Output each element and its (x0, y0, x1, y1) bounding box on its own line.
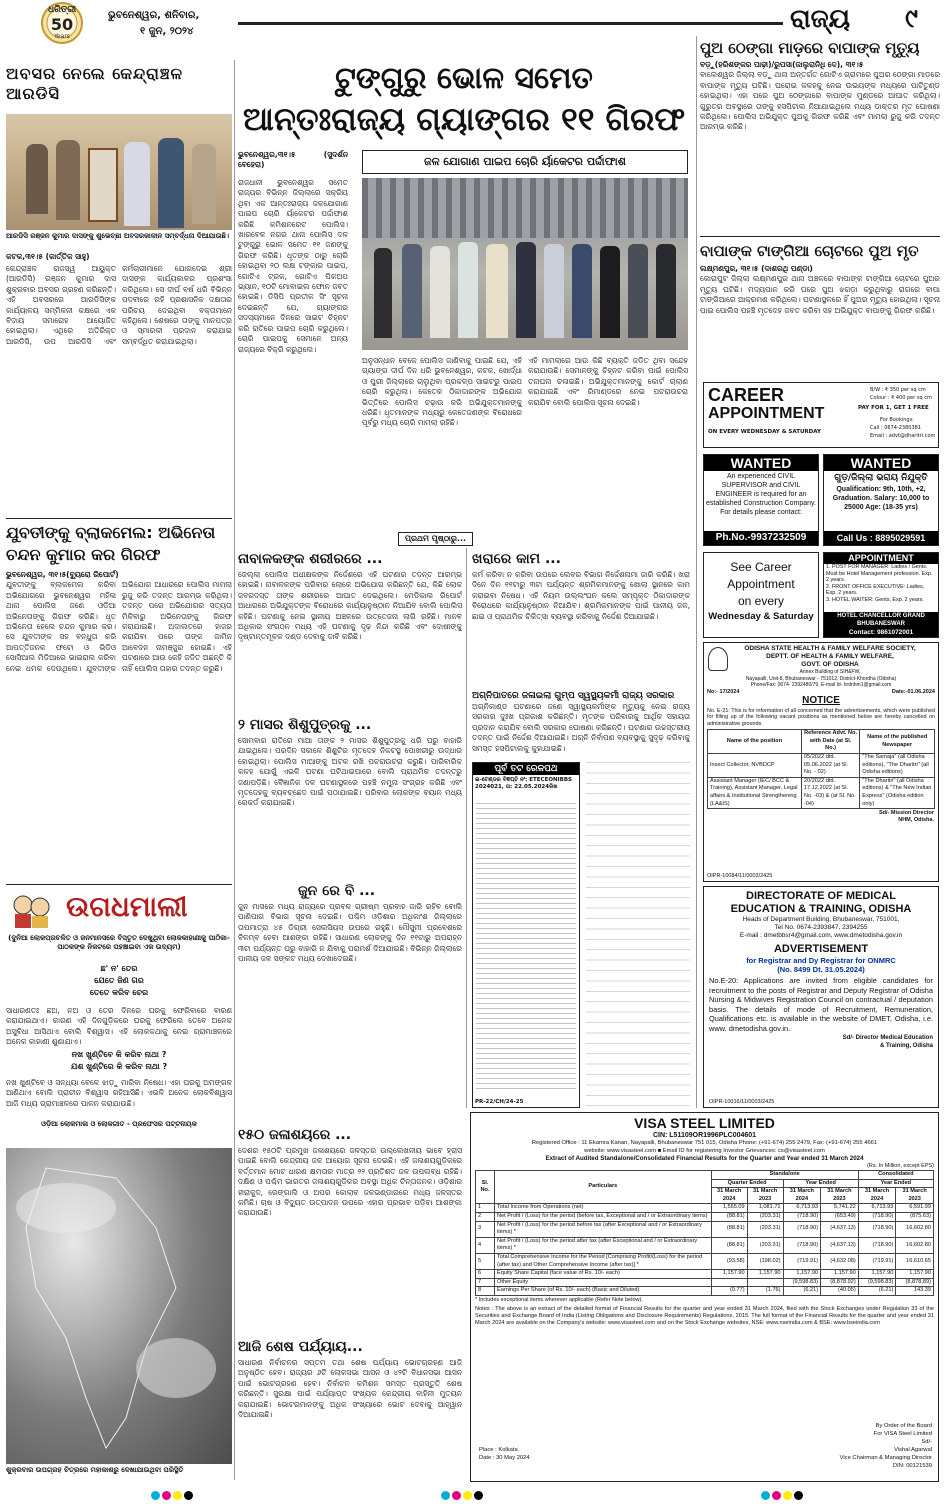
ad-see-career-2: Appointment (727, 577, 795, 591)
visa-cell-value: (6.21) (783, 1287, 821, 1296)
story-gang-body-1: ରାଜଧାନୀ ଭୁବନେଶ୍ୱର ସମେତ ରାଜ୍ୟର ବିଭିନ୍ନ ଜିଲ୍ଲାରେ ସକ୍ରିୟ ଥିବା ଏକ ଆନ୍ତଃରାଜ୍ୟ ଜଳଯୋଗାଣ ପାଇପ ଚୋରି ର୍ୟାକେଟର ପର୍ଦ୍ଦାଫାଶ କରିଛି କମିଶନରେଟ ପୋଲିସ। ଖାରବେଳ ନଗର ଥାନା ପୋଲିସ ଦଳ ଟୁଙ୍ଗୁରୁ ଭୋଳ ସମେତ ୧୧ ଜଣଙ୍କୁ ଗିରଫ କରିଛି। ଧୃତଙ୍କ ଠାରୁ ଚୋରି ହୋଇଥିବା ୨୦ ଲକ୍ଷ ଟଙ୍କାର ପାଇପ, ଗୋଟିଏ ଟ୍ରକ, ଗୋଟିଏ ପିକଅପ ଭ୍ୟାନ, ୧୦ଟି ମୋବାଇଲ ଫୋନ ଜବତ ହୋଇଛି। ଡିସିପି ପ୍ରତୀକ ସିଂ ସୂଚନା ଦେଇଛନ୍ତି ଯେ, ଗ୍ୟାଙ୍ଗର ସଦସ୍ୟମାନେ ଦିନରେ ସାଇଟ ଚିହ୍ନଟ କରି ରାତିରେ ପାଇପ ଚୋରି କରୁଥିଲେ। ଚୋରି ପାଇପକୁ ସେମାନେ ଅନ୍ୟ ରାଜ୍ୟରେ ବିକ୍ରି କରୁଥିଲେ। (238, 178, 348, 354)
visa-cell-value: (718.90) (783, 1237, 821, 1253)
table-row (476, 1204, 934, 1213)
ad-career-offer: PAY FOR 1, GET 1 FREE (858, 405, 929, 411)
ad-see-career-4: Wednesday & Saturday (708, 611, 814, 622)
story-gang-headline-1: ଟୁଙ୍ଗୁରୁ ଭୋଳ ସମେତ (335, 61, 593, 96)
visa-th-date: 31 March 2023 (821, 1188, 859, 1204)
visa-cell-value: (4,637.13) (821, 1237, 859, 1253)
story-father (700, 36, 940, 236)
dme-notice (703, 886, 939, 1108)
table-row (476, 1221, 934, 1237)
dme-email: E-mail : dmetbbsr4@gmail.com, www.dmetodisha.gov.in (739, 932, 903, 939)
divider (6, 884, 232, 885)
story-actor-headline-1: ଯୁବତୀଙ୍କୁ ବ୍ଲାକମେଲ: ଅଭିନେତା (6, 523, 216, 542)
page-number: ୯ (905, 4, 918, 34)
ad-career-big: CAREER (708, 385, 785, 405)
visa-cell-value: (8,878.92) (821, 1278, 859, 1287)
dme-adv: ADVERTISEMENT (773, 943, 869, 955)
visa-cell-value: (875.63) (896, 1212, 934, 1221)
visa-cell-value: (9,598.83) (783, 1278, 821, 1287)
dateline-city: ଭୁବନେଶ୍ୱର, ଶନିବାର, (108, 10, 200, 21)
visa-cell-value: 16,602.80 (896, 1221, 934, 1237)
table-row (708, 754, 935, 778)
visa-cell-sl: 3 (476, 1221, 495, 1237)
ad-wanted2-body: Qualification: 9th, 10th, +2, Graduation. Salary: 10,000 to 25000 Age: (18-35 yrs) (832, 486, 930, 511)
visa-place: Place : Kolkata (479, 1447, 518, 1453)
visa-cell-value: (653.49) (821, 1212, 859, 1221)
story-father-dateline: ବଡ଼ୁ(ହରିଶଙ୍କର ପାଢ଼ୀ)/ରୁପସା(ଜାଲୁରାନିଧି ଦେ), ୩୧।୫ (700, 60, 864, 69)
tender-box (472, 762, 580, 1108)
registration-marks (0, 1484, 945, 1496)
ugadhamali-mascot (10, 892, 52, 930)
visa-cell-value: 1,565.09 (711, 1204, 747, 1213)
story-gang-subhead: ଜଳ ଯୋଗାଣ ପାଇପ ଚୋରି ର୍ୟାକେଟର ପର୍ଦ୍ଦାଫାଶ (362, 150, 688, 174)
story-retire-photo (6, 114, 232, 230)
visa-th-qe: Quarter Ended (711, 1179, 783, 1188)
ad-appointment-hotel (823, 552, 939, 638)
osh-org6: Phone/Fax: 0674- 2392480/79, E-mail Id- hrdnhm1@gmail.com (750, 682, 892, 688)
story-gang-photo (362, 178, 688, 350)
tender-side-text (586, 762, 690, 1108)
visa-notes: Notes : The above is an extract of the detailed format of Financial Results for the quarter and year ended 31 March 2024, filed with the Stock Exchanges under Regulation 33 of the Securities and Exchange Board of India (Listing Obligations and Disclosure Requirements) Regulations, 2015. The full format of the Financial Results for the quarter and year ended 31 March 2024 are available on the Company's website: www.visasteel.com and on the Stock Exchange websites, NSE: www.nseindia.com & BSE: www.bseindia.com (475, 1305, 934, 1326)
visa-regd: Registered Office : 11 Ekamra Kanan, Nayapalli, Bhubaneswar 751 015, Odisha Phone: (+91-674) 255 2479, Fax: (+91-674) 255 4661 (531, 1140, 878, 1146)
osh-cell: 05/2022 dtd. 05.06.2022 (at Sl. No. - 02) (801, 754, 859, 778)
dme-sign2: & Training, Odisha (879, 1042, 933, 1049)
visa-cell-value: (0.77) (711, 1287, 747, 1296)
story-minor-headline: ନାବାଳକଙ୍କ ଶରୀରରେ ... (238, 551, 383, 567)
visa-cell-value: (719.91) (783, 1253, 821, 1269)
story-retire-dateline: କଟକ,୩୧।୫ (କାର୍ତ୍ତିକ ସାହୁ) (6, 252, 90, 261)
visa-cell-value: (718.90) (858, 1212, 896, 1221)
visa-cell-value: 1,081.71 (747, 1204, 783, 1213)
visa-th-date: 31 March 2024 (858, 1188, 896, 1204)
table-row (476, 1237, 934, 1253)
osh-org5: Nayapalli, Unit-8, Bhubaneswar - 751012, District-Khordha (Odisha) (745, 675, 897, 682)
visa-cell-value: (9,598.83) (858, 1278, 896, 1287)
story-retire (6, 64, 232, 514)
visa-cell-particular: Net Profit / (Loss) for the period (before tax, Exceptional and / or Extraordinary items) (495, 1212, 712, 1221)
osh-th: Name of the position (708, 730, 802, 754)
ad-appt-contact: Contact: 9861072001 (848, 629, 914, 636)
story-actor (6, 522, 232, 852)
visa-th-sl: Sl. No. (476, 1171, 495, 1204)
visa-cell-value: (4,637.13) (821, 1221, 859, 1237)
ad-wanted1-body: An experienced CIVIL SUPERVISOR and CIVIL ENGINEER is required for an established Construction Company. For details please contact: (706, 473, 816, 516)
column-rule (696, 36, 697, 1108)
tender-footer: PR-22/CH/24-25 (475, 1099, 524, 1105)
story-final (238, 1336, 462, 1476)
ad-career-big2: APPOINTMENT (708, 405, 825, 422)
visa-cell-sl: 7 (476, 1278, 495, 1287)
visa-cell-value: (4,632.08) (821, 1253, 859, 1269)
visa-cell-particular: Total Income from Operations (net) (495, 1204, 712, 1213)
osh-table (707, 729, 935, 809)
table-row (476, 1278, 934, 1287)
visa-cell-value: 16,610.65 (896, 1253, 934, 1269)
visa-cell-value (711, 1278, 747, 1287)
visa-cell-value: 1,157.90 (711, 1270, 747, 1279)
osh-oipr: OIPR-10084/11/0003/2425 (707, 873, 773, 879)
ad-appt-city: BHUBANESWAR (857, 621, 905, 627)
tender-fill (476, 803, 576, 1093)
visa-th-ye: Year Ended (783, 1179, 858, 1188)
visa-cell-value: 1,157.90 (821, 1270, 859, 1279)
visa-th-consolidated: Consolidated (858, 1171, 933, 1180)
visa-cell-value (747, 1278, 783, 1287)
osh-org2: DEPTT. OF HEALTH & FAMILY WELFARE, (766, 653, 894, 660)
emblem-icon (708, 647, 728, 671)
table-row (476, 1270, 934, 1279)
story-minor-body: ଜେଲ୍ଲା ପୋଲିସ ଅଧୀକ୍ଷକଙ୍କ ନିର୍ଦ୍ଦେଶରେ ଏହି ଘଟଣାର ତଦନ୍ତ ଆରମ୍ଭ ହୋଇଛି। ନାବାଳକଙ୍କ ପରିବାର ଲୋକେ ଅଭିଯୋଗ କରିଛନ୍ତି ଯେ, କିଛି ଲୋକ ଜବରଦସ୍ତ ତାଙ୍କ ଶରୀରରେ ଆଘାତ ଦେଇଥିଲେ। ମେଡିକାଲ ରିପୋର୍ଟ ଆଧାରରେ ଅଭିଯୁକ୍ତଙ୍କ ବିରୋଧରେ କାର୍ଯ୍ୟାନୁଷ୍ଠାନ ନିଆଯିବ ବୋଲି ପୋଲିସ କହିଛି। ଘଟଣାକୁ ନେଇ ସ୍ଥାନୀୟ ଅଞ୍ଚଳରେ ଉତ୍ତେଜନା ଲାଗି ରହିଛି। ମାନବ ଅଧିକାର ସଂଗଠନ ମଧ୍ୟ ଏହି ଘଟଣାକୁ ଦୃଢ଼ ନିନ୍ଦା କରିଛି ଏବଂ ଦୋଷୀଙ୍କୁ ଦୃଷ୍ଟାନ୍ତମୂଳକ ଦଣ୍ଡ ଦେବାକୁ ଦାବି କରିଛି। (238, 570, 462, 642)
story-son-body: କୋରାପୁଟ ଜିଲ୍ଲା ଲକ୍ଷ୍ମଣପୁର ଥାନା ଅଞ୍ଚଳରେ ବାପାଙ୍କ ଟାଙ୍ଗିଆ ଚୋଟରେ ପୁଅର ମୃତ୍ୟୁ ଘଟିଛି। ମଦ୍ୟପାନ କରି ଘରେ ପୁଅ ଝଗଡ଼ା କରୁଥିବାରୁ ରାଗରେ ବାପା ଟାଙ୍ଗିଆରେ ଆକ୍ରମଣ କରିଥିଲେ। ଘଟଣାସ୍ଥଳରେ ହିଁ ପୁଅର ମୃତ୍ୟୁ ହୋଇଥିଲା। ସୂଚନା ପାଇ ପୋଲିସ ପହଞ୍ଚି ମୃତଦେହ ଜବତ କରିବା ସହ ଅଭିଯୁକ୍ତ ବାପାଙ୍କୁ ଗିରଫ କରିଛି। (700, 274, 940, 315)
story-actor-headline-2: ଚନ୍ଦନ କୁମାର କର ଗିରଫ (6, 545, 161, 564)
visa-th-particulars: Particulars (495, 1171, 712, 1204)
dme-body: No.E-20: Applications are invited from eligible candidates for recruitment to the posts of Registrar and Deputy Registrar of Odisha Nursing & Midwives Registration Council on contractual / deputation basis. The details of mode of Recruitment, Remuneration, Qualifications etc. is available in the website of DMET, Odisha, i.e. www. dmetodisha.gov.in. (709, 976, 933, 1033)
dme-no: (No. 8499 Dt. 31.05.2024) (777, 965, 865, 974)
osh-cell: "The Dharitri" (all Odisha editions) & "The New Indian Express" (Odisha edition only) (860, 777, 935, 808)
visa-cell-sl: 2 (476, 1212, 495, 1221)
column-rule (466, 548, 467, 1108)
table-row (476, 1212, 934, 1221)
visa-cell-particular: Net Profit / (Loss) for the period before tax (after Exceptional and / or Extraordinary items) * (495, 1221, 712, 1237)
ad-career-appointment (703, 382, 939, 448)
section-title: ରାଜ୍ୟ (790, 4, 851, 34)
visa-name: Vishal Agarwal (894, 1447, 932, 1453)
visa-cell-value: (88.81) (711, 1212, 747, 1221)
ad-wanted1-phone: Ph.No.-9937232509 (704, 531, 818, 545)
visa-cell-value: (203.31) (747, 1221, 783, 1237)
visa-th-date: 31 March 2024 (711, 1188, 747, 1204)
story-son-headline: ବାପାଙ୍କ ଟାଙ୍ଗିଆ ଚୋଟରେ ପୁଅ ମୃତ (700, 242, 919, 260)
visa-sd: Sd/- (921, 1439, 932, 1445)
visa-steel-results (470, 1112, 939, 1482)
visa-cell-value: (93.58) (711, 1253, 747, 1269)
visa-cell-sl: 6 (476, 1270, 495, 1279)
osh-th: Name of the published Newspaper (860, 730, 935, 754)
story-work-headline: ଖରାରେ କାମ ... (472, 551, 561, 567)
visa-cell-value: (40.05) (821, 1287, 859, 1296)
visa-cell-particular: Other Equity (495, 1278, 712, 1287)
visa-cell-sl: 4 (476, 1237, 495, 1253)
ad-wanted2-phone: Call Us : 8895029591 (824, 531, 938, 545)
visa-th-date: 31 March 2023 (747, 1188, 783, 1204)
story-final-body: ସାଧାରଣ ନିର୍ବାଚନର ସପ୍ତମ ତଥା ଶେଷ ପର୍ଯ୍ୟାୟ ଭୋଟଗ୍ରହଣ ଆଜି ଅନୁଷ୍ଠିତ ହେବ। ରାଜ୍ୟର ୬ଟି ଲୋକସଭା ଆସନ ଓ ୪୨ଟି ବିଧାନସଭା ଆସନ ପାଇଁ ଭୋଟଗ୍ରହଣ ହେବ। ନିର୍ବାଚନ କମିଶନ ସମସ୍ତ ପ୍ରସ୍ତୁତି ଶେଷ କରିଛନ୍ତି। ସୁରକ୍ଷା ପାଇଁ ପର୍ଯ୍ୟାପ୍ତ ସଂଖ୍ୟକ କେନ୍ଦ୍ରୀୟ ବାହିନୀ ମୁତୟନ କରାଯାଇଛି। ଭୋଟରମାନଙ୍କୁ ଅଧିକ ସଂଖ୍ୟାରେ ଭୋଟ ଦେବାକୁ ଆହ୍ୱାନ ଦିଆଯାଇଛି। (238, 1358, 462, 1420)
ad-career-rate1: B/W : ₹ 350 per sq cm (870, 387, 926, 393)
story-retire-caption: ଆରଡିସି ରଞ୍ଜନ କୁମାର ଦାସଙ୍କୁ ଶୁଭେଚ୍ଛା ଅବସରକାଳୀନ ସମ୍ବର୍ଦ୍ଧନା ଦିଆଯାଉଛି। (6, 232, 230, 240)
visa-cell-value: (6.21) (858, 1287, 896, 1296)
satellite-caption: ଶୁକ୍ରବାର ଉପଗ୍ରହ ଚିତ୍ରରେ ମହାକାଶରୁ ଦେଖାଯାଉଥିବା ପରିସ୍ଥିତି (6, 1466, 184, 1474)
visa-cell-value: (198.02) (747, 1253, 783, 1269)
logo (28, 2, 96, 44)
ad-appt-1: 1. POST FOR MANAGER: Ladies / Gents. Must be Hotel Management profession. Exp. 2 years. (826, 564, 933, 584)
visa-order: By Order of the Board (875, 1423, 932, 1429)
logo-years-label: Years (54, 33, 70, 40)
tender-ref: ଇ-ଟେଣ୍ଡର ବିଜ୍ଞପ୍ତି ନଂ: ETECEONIBBS 2024021, ତା: 22.05.2024ରିଖ (475, 777, 573, 790)
story-gang-body-3: ଏହି ମାମଲାରେ ଆଉ କିଛି ବ୍ୟକ୍ତି ଜଡିତ ଥିବା ସନ୍ଦେହ କରାଯାଉଛି। ସେମାନଙ୍କୁ ଚିହ୍ନଟ କରିବା ପାଇଁ ପୋଲିସ ତନାଘନା ଚଳାଇଛି। ଅଭିଯୁକ୍ତମାନଙ୍କୁ କୋର୍ଟ ଚାଲାଣ କରାଯାଇଛି ଏବଂ ରିମାଣ୍ଡରେ ନେଇ ପଚରାଉଚରା କରାଯିବ ବୋଲି ପୋଲିସ ସୂଚନା ଦେଇଛି। (528, 356, 688, 407)
ad-wanted2-sub: ଗୁଡ଼/ଜିଲ୍ଲା ଭରାୟ ନିଯୁକ୍ତି (834, 473, 928, 483)
visa-cell-value: 6,713.93 (783, 1204, 821, 1213)
visa-cell-value: 1,157.90 (747, 1270, 783, 1279)
story-gang-dateline: ଭୁବନେଶ୍ୱର,୩୧।୫ (ସୁଦର୍ଶନ ବେହେରା) (238, 150, 348, 170)
ugadhamali-q2: ଯଶ ଖୁଣ୍ଟିରେ କି କରିବ ନାଥା ? (70, 1062, 168, 1071)
first-page-tag: ପ୍ରଥମ ପୃଷ୍ଠାରୁ... (398, 532, 473, 546)
ad-career-phone: Call : 0674-2380381 (870, 425, 921, 431)
ugadhamali-q1: ନଖ ଖୁଣ୍ଟିବେ କି କରିବ ନାଥା ? (71, 1050, 167, 1059)
story-actor-dateline: ଭୁବନେଶ୍ୱର, ୩୧।୫(ବ୍ୟୁରୋ ରିପୋର୍ଟ) (6, 570, 119, 579)
story-work-body: କର୍ମ କରିବା ନ କରିବା ଉପରେ ଲେବର ବିଭାଗ ନିର୍ଦ୍ଦେଶନାମା ଜାରି କରିଛି। ଖରା ଦିନେ ଦିନ ୧୧ଟାରୁ ୩ଟା ପର୍ଯ୍ୟନ୍ତ ଶ୍ରମିକମାନଙ୍କୁ ଖୋଲା ସ୍ଥାନରେ କାମ କରାଇବା ନିଷେଧ। ଏହି ନିୟମ ଉଲ୍ଲଂଘନ କଲେ ସମ୍ପୃକ୍ତ ଠିକାଦାରଙ୍କ ବିରୋଧରେ କାର୍ଯ୍ୟାନୁଷ୍ଠାନ ନିଆଯିବ। ଶ୍ରମିକମାନଙ୍କ ପାଇଁ ପାନୀୟ ଜଳ, ଛାଇ ଓ ପ୍ରାଥମିକ ଚିକିତ୍ସା ବ୍ୟବସ୍ଥା କରିବାକୁ ନିର୍ଦ୍ଦେଶ ଦିଆଯାଇଛି। (472, 570, 690, 621)
visa-th-date: 31 March 2024 (783, 1188, 821, 1204)
ad-career-rate2: Colour : ₹ 400 per sq cm (870, 395, 932, 401)
visa-cell-value: (718.90) (858, 1237, 896, 1253)
story-work (472, 548, 690, 688)
visa-title: VISA STEEL LIMITED (634, 1115, 775, 1131)
divider (700, 236, 940, 237)
ugadhamali-rhyme-1: ଛ' ନ' ତେର (100, 964, 138, 973)
visa-unit: (Rs. In Million, except EPS) (867, 1163, 934, 1169)
story-retire-headline: ଅବସର ନେଲେ କେନ୍ଦ୍ରାଞ୍ଚଳ ଆରଡିସି (6, 64, 184, 103)
story-actor-body: ଯୁବତୀଙ୍କୁ ବ୍ଲାକମେଲ କରିବା ଅଭିଯୋଗରେ ଭୁବନେଶ୍ୱର ମହିଳା ଥାନା ପୋଲିସ ଜଣେ ଓଡ଼ିଆ ଅଭିନେତାଙ୍କୁ ଗିରଫ କରିଛି। ଧୃତ ଅଭିନେତା ହେଲେ ଚନ୍ଦନ କୁମାର କର। ସେ ଯୁବତୀଙ୍କ ସହ ବନ୍ଧୁତା କରି ଆପତ୍ତିଜନକ ଫଟୋ ଓ ଭିଡିଓ ସୋସିଆଲ ମିଡିଆରେ ଭାଇରାଲ କରିବା ନେଇ ଧମକ ଦେଉଥିଲେ। ଯୁବତୀଙ୍କ ଅଭିଯୋଗ ଆଧାରରେ ପୋଲିସ ମାମଲା ରୁଜୁ କରି ତଦନ୍ତ ଆରମ୍ଭ କରିଥିଲା। ତଦନ୍ତ ପରେ ଅଭିଯୋଗର ସତ୍ୟତା ମିଳିବାରୁ ଅଭିନେତାଙ୍କୁ ଗିରଫ କରାଯାଇଛି। ଅଦାଲତରେ ହାଜର କରାଯିବା ପରେ ତାଙ୍କ ଜାମିନ ଆବେଦନ ନାମଞ୍ଜୁର ହୋଇଛି। ଏହି ଘଟଣାରେ ଆଉ କେହି ଜଡିତ ଅଛନ୍ତି କି ନାହିଁ ପୋଲିସ ତାହାର ତଦନ୍ତ କରୁଛି। (6, 580, 232, 673)
ad-see-career-1: See Career (730, 560, 792, 574)
visa-cell-value: (203.31) (747, 1212, 783, 1221)
visa-cell-value: 1,157.90 (783, 1270, 821, 1279)
logo-years: 50 (50, 15, 74, 34)
osh-no: No:- 17/2024 (707, 688, 740, 695)
ad-career-email: Email : advt@dharitri.com (870, 433, 936, 439)
story-rain-headline: ଜୁନ ରେ ବି ... (298, 883, 376, 899)
osh-org1: ODISHA STATE HEALTH & FAMILY WELFARE SOCIETY, (744, 645, 916, 652)
ugadhamali-body: ସାଧାରଣତଃ ଛଅ, ନଅ ଓ ତେର ଦିନରେ ଘରକୁ ଫେରିବାରେ ବାରଣ କରାଯାଇଥାଏ। କାରଣ ଏହି ଦିନଗୁଡ଼ିକରେ ଘରକୁ ଫେରିଲେ ତେବେ ଅନେକ ଅସୁବିଧା ଆସିଥାଏ ବୋଲି ବିଶ୍ୱାସ। ଏହି ଲୋକକଥାକୁ ନେଇ ଗ୍ରାମାଞ୍ଚଳରେ ଅନେକ କାହାଣୀ ଶୁଣାଯାଏ। (6, 1006, 232, 1047)
visa-cell-sl: 1 (476, 1204, 495, 1213)
visa-cell-value: (8,878.89) (896, 1278, 934, 1287)
visa-cell-value: 6,713.93 (858, 1204, 896, 1213)
visa-cell-value: (719.91) (858, 1253, 896, 1269)
visa-cell-value: (718.90) (783, 1221, 821, 1237)
story-infant (238, 714, 462, 874)
osh-cell: "The Samaja" (all Odisha editions), "The Dharitri" (all Odisha editions) (860, 754, 935, 778)
dme-title1: DIRECTORATE OF MEDICAL (746, 890, 896, 902)
osh-sign2: NHM, Odisha. (898, 817, 934, 824)
tender-title: ପୂର୍ବ ତଟ ରେଳପଥ (473, 763, 579, 775)
visa-cell-value: (203.31) (747, 1237, 783, 1253)
story-son (700, 238, 940, 378)
ad-appt-title: APPOINTMENT (824, 553, 938, 564)
osh-body: No. E-21: This is for information of all concerned that the advertisements, which were published for filling up of the following vacant positions as mentioned below are hereby cancelled on administrative grounds. (707, 707, 935, 727)
osh-cell: Insect Collector, NVBDCP (708, 754, 802, 778)
ugadhamali-intro: (ଦୁନିଆ ଲୋକପ୍ରଚଳିତ ଓ ଜନମାନସରେ ବିସ୍ତୃତ ଦେଖୁଥିବା ଲୋକକାହାଣୀକୁ ପାଠିକା-ପାଠକଙ୍କ ନିକଟରେ ପହଞ୍ଚାଇବା ଏକ ଉଦ୍ୟମ) (8, 934, 230, 951)
dme-tel: Tel No. 0674-2393847, 2394255 (774, 924, 868, 931)
ad-wanted-engineer (703, 454, 819, 546)
ad-appt-2: 2. FRONT OFFICE EXECUTIVE: Ladies, Exp. 2 years. (826, 583, 925, 597)
ad-wanted1-title: WANTED (704, 455, 818, 471)
masthead-rule (238, 22, 783, 25)
ad-see-career (703, 552, 819, 638)
osh-org4: Annex Building of SIH&FW, (799, 669, 861, 675)
divider (6, 518, 232, 519)
story-son-dateline: ଲକ୍ଷ୍ମଣପୁର, ୩୧।୫ (ଦାଶରଥି ପଣ୍ଡା) (700, 264, 813, 273)
dme-addr: Heads of Department Building, Bhubaneswar, 751001, (742, 916, 900, 923)
visa-cell-particular: Equity Share Capital (face value of Rs. 10/- each) (495, 1270, 712, 1279)
story-retire-body: କେନ୍ଦ୍ରାଞ୍ଚଳ ରାଜସ୍ୱ ଆୟୁକ୍ତ (ଆରଡିସି) ରଞ୍ଜନ କୁମାର ଦାସ ଶୁକ୍ରବାର ଅବସର ଗ୍ରହଣ କରିଛନ୍ତି। ଏହି ଅବସରରେ ଆରଡିସିଙ୍କ କାର୍ଯ୍ୟାଳୟ ସମ୍ମିଳନୀ କକ୍ଷରେ ଏକ ବିଦାୟ ସମାରୋହ ଆୟୋଜିତ ହୋଇଥିଲା। ଏଥିରେ ଅତିରିକ୍ତ ଆରଡିସି, ଉପ ଆରଡିସି ଏବଂ କର୍ମଚାରୀମାନେ ଯୋଗଦେଇ ଶ୍ରୀ ଦାସଙ୍କ କାର୍ଯ୍ୟକାଳର ପ୍ରଶଂସା କରିଥିଲେ। ସେ ଦୀର୍ଘ ବର୍ଷ ଧରି ବିଭିନ୍ନ ପଦବୀରେ ରହି ପ୍ରଶାସନିକ ଦକ୍ଷତାର ପରିଚୟ ଦେଇଥିବା ବକ୍ତାମାନେ କହିଥିଲେ। ଶେଷରେ ତାଙ୍କୁ ମାନପତ୍ର ଓ ସ୍ମାରକୀ ପ୍ରଦାନ କରାଯାଇ ସମ୍ବର୍ଦ୍ଧିତ କରାଯାଇଥିଲା। (6, 264, 232, 346)
visa-cell-particular: Net Profit / (Loss) for the period after tax (after Exceptional and / or Extraordinary items) * (495, 1237, 712, 1253)
osh-org3: GOVT. OF ODISHA (801, 661, 859, 668)
story-gang (238, 60, 690, 530)
osh-sign: Sd/- Mission Director (878, 810, 934, 817)
visa-table (475, 1170, 934, 1296)
dme-sign: Sd/- Director Medical Education (842, 1034, 933, 1041)
visa-cell-particular: Total Comprehensive Income for the Period [Comprising Profit/(Loss) for the period (after tax) and Other Comprehensive Income (after tax)] * (495, 1253, 712, 1269)
ad-wanted-jobs (823, 454, 939, 546)
story-reservoir-body: ଦେଶର ୧୫୦ଟି ପ୍ରମୁଖ ଜଳାଶୟରେ ଜଳସ୍ତର ଉଲ୍ଲେଖନୀୟ ଭାବେ ହ୍ରାସ ପାଇଛି ବୋଲି କେନ୍ଦ୍ରୀୟ ଜଳ ଆୟୋଗ ସୂଚନା ଦେଇଛି। ଏହି ଜଳାଶୟଗୁଡ଼ିକରେ ବର୍ତ୍ତମାନ ମୋଟ ଧାରଣ କ୍ଷମତାର ମାତ୍ର ୨୨ ପ୍ରତିଶତ ଜଳ ଉପଲବ୍ଧ ରହିଛି। ଦକ୍ଷିଣ ଓ ପଶ୍ଚିମ ଭାରତର ଜଳାଶୟଗୁଡ଼ିକର ଅବସ୍ଥା ଅଧିକ ଚିନ୍ତାଜନକ। ଓଡ଼ିଶାର ହୀରାକୁଦ, ରେଙ୍ଗାଲି ଓ ଅପର କୋଲାବ ଜଳଭଣ୍ଡାରରେ ମଧ୍ୟ ଜଳସ୍ତର କମିଛି। ଚାଷ ଓ ବିଦ୍ୟୁତ ଉତ୍ପାଦନ ଉପରେ ଏହାର ପ୍ରଭାବ ପଡ଼ିବା ଆଶଙ୍କା କରାଯାଉଛି। (238, 1146, 462, 1218)
visa-extract: Extract of Audited Standalone/Consolidated Financial Results for the Quarter and Year ended 31 March 2024 (545, 1155, 864, 1162)
ad-wanted2-title: WANTED (824, 455, 938, 471)
story-final-headline: ଆଜି ଶେଷ ପର୍ଯ୍ୟାୟ... (238, 1339, 363, 1355)
dme-for: for Registrar and Dy Registrar for ONMRC (746, 956, 896, 965)
story-father-headline: ପୁଅ ଠେଙ୍ଗା ମାଡ଼ରେ ବାପାଙ୍କ ମୃତ୍ୟୁ (700, 39, 920, 57)
table-row (476, 1253, 934, 1269)
dme-oipr: OIPR-10016/11/0003/2425 (709, 1099, 775, 1105)
ad-appt-3: 3. HOTEL WAITER: Gents, Exp. 2 years. (826, 596, 924, 603)
story-infant-body: ସୋମବାର ରାତିରେ ମାଆ ତାଙ୍କ ୨ ମାସର ଶିଶୁପୁତ୍ରକୁ ଧରି ଘରୁ ବାହାରି ଯାଇଥିଲେ। ପରଦିନ ସକାଳେ ଶିଶୁଟିର ମୃତଦେହ ନିକଟସ୍ଥ ପୋଖରୀରୁ ଉଦ୍ଧାର ହୋଇଥିଲା। ପୋଲିସ ମାଆଙ୍କୁ ଅଟକ ରଖି ପଚରାଉଚରା କରୁଛି। ପାରିବାରିକ କଳହ ଯୋଗୁଁ ଏଭଳି ଘଟଣା ଘଟିଥାଇପାରେ ବୋଲି ପ୍ରାଥମିକ ତଦନ୍ତରୁ ଜଣାପଡ଼ିଛି। ବୈଜ୍ଞାନିକ ଦଳ ଘଟଣାସ୍ଥଳରେ ପହଞ୍ଚି ନମୁନା ସଂଗ୍ରହ କରିଛି ଏବଂ ମୃତଦେହକୁ ବ୍ୟବଚ୍ଛେଦ ପାଇଁ ପଠାଯାଇଛି। ପରିବାର ଲୋକଙ୍କ ବୟାନ ମଧ୍ୟ ରେକର୍ଡ କରାଯାଇଛି। (238, 736, 462, 808)
ad-career-every: ON EVERY WEDNESDAY & SATURDAY (708, 429, 821, 435)
visa-th-ye: Year Ended (858, 1179, 933, 1188)
visa-cell-particular: Earnings Per Share (of Rs. 10/- each) (Basic and Diluted) (495, 1287, 712, 1296)
visa-cell-sl: 8 (476, 1287, 495, 1296)
story-gang-headline-2: ଆନ୍ତଃରାଜ୍ୟ ଗ୍ୟାଙ୍ଗର ୧୧ ଗିରଫ (242, 100, 686, 138)
story-rain-body: ଜୁନ ମାସରେ ମଧ୍ୟ ରାଜ୍ୟରେ ପ୍ରବଳ ଗ୍ରୀଷ୍ମ ପ୍ରବାହ ଜାରି ରହିବ ବୋଲି ପାଣିପାଗ ବିଭାଗ ସୂଚନା ଦେଇଛି। ପଶ୍ଚିମ ଓଡ଼ିଶାର ଅଧିକାଂଶ ଜିଲ୍ଲାରେ ତାପମାତ୍ରା ୪୫ ଡିଗ୍ରୀ ସେଲସିୟସ ଉପରେ ରହୁଛି। ମୌସୁମୀ ପ୍ରବେଶରେ ବିଳମ୍ବ ହେବା ଆଶଙ୍କା ରହିଛି। ସାଧାରଣ ଲୋକଙ୍କୁ ଦିନ ୧୧ଟାରୁ ଅପରାହ୍ନ ୩ଟା ପର୍ଯ୍ୟନ୍ତ ଘରୁ ବାହାରି ନ ଯିବାକୁ ପରାମର୍ଶ ଦିଆଯାଇଛି। ବିଭିନ୍ନ ଜିଲ୍ଲାରେ ପାନୀୟ ଜଳ ସଙ୍କଟ ମଧ୍ୟ ଦେଖାଦେଇଛି। (238, 902, 462, 964)
table-row (708, 777, 935, 808)
story-reservoir (238, 1124, 462, 1334)
story-agni (472, 690, 690, 760)
ad-appt-hotel: HOTEL CHANCELLOR GRAND (837, 613, 925, 619)
osh-cell: Assistant Manager (IEC/ BCC & Training), Assistant Manager, Legal affairs & Institutional Strengthening (LA&IS) (708, 777, 802, 808)
osh-title: NOTICE (802, 694, 840, 706)
visa-th-standalone: Standalone (711, 1171, 858, 1180)
ugadhamali-body-2: ନଖ ଖୁଣ୍ଟିବେ ଓ ସନ୍ଧ୍ୟା ବେଳେ ଝାଡ଼ୁ ମାରିବା ନିଷେଧ। ଏହା ଘରକୁ ଅମଙ୍ଗଳ ଆଣିଥାଏ ବୋଲି ପ୍ରାଚୀନ ବିଶ୍ୱାସ ରହିଆସିଛି। ଏଭଳି ଅନେକ ଲୋକବିଶ୍ୱାସ ଆଜି ମଧ୍ୟ ଗ୍ରାମାଞ୍ଚଳରେ ପାଳନ କରାଯାଉଛି। (6, 1078, 232, 1108)
ad-see-career-3: on every (737, 594, 785, 608)
dateline-date: ୧ ଜୁନ, ୨୦୨୪ (140, 26, 194, 37)
visa-cell-value: 5,741.22 (821, 1204, 859, 1213)
osh-date: Date:-01.06.2024 (891, 688, 935, 695)
visa-for: For VISA Steel Limited (873, 1431, 932, 1437)
visa-cell-value: 1,157.90 (858, 1270, 896, 1279)
table-row (476, 1287, 934, 1296)
osh-notice (703, 642, 939, 882)
visa-cell-value: (88.81) (711, 1237, 747, 1253)
story-infant-headline: ୨ ମାସର ଶିଶୁପୁତ୍ରକୁ ... (238, 717, 372, 733)
osh-th: Reference Advt. No. with Date (at Sl. No.) (801, 730, 859, 754)
story-reservoir-headline: ୧୫୦ ଜଳାଶୟରେ ... (238, 1127, 352, 1143)
visa-footnote: * Includes exceptional items wherever applicable (Refer Note below). (475, 1296, 643, 1303)
visa-cell-value: 143.39 (896, 1287, 934, 1296)
visa-web: website: www.visasteel.com ■ Email ID for registering Investor Grievances: cs@visasteel.com (584, 1147, 825, 1154)
satellite-image (6, 1148, 232, 1464)
logo-text: ଧରିତ୍ରୀ (47, 5, 77, 15)
story-father-body: ବାଲେଶ୍ୱର ଜିଲ୍ଲା ବଡ଼ୁ ଥାନା ଅନ୍ତର୍ଗତ ଗୋଟିଏ ଗ୍ରାମରେ ପୁଅର ଠେଙ୍ଗା ମାଡ଼ରେ ବାପାଙ୍କ ମୃତ୍ୟୁ ଘଟିଛି। ଘରୋଇ କଳହକୁ ନେଇ ଉଭୟଙ୍କ ମଧ୍ୟରେ ପାଟିତୁଣ୍ଡ ହୋଇଥିଲା। ଏହା ପରେ ପୁଅ ଠେଙ୍ଗାରେ ବାପାଙ୍କ ମୁଣ୍ଡରେ ଆଘାତ କରିଥିଲା। ଗୁରୁତର ଅବସ୍ଥାରେ ତାଙ୍କୁ ହସପିଟାଲ ନିଆଯାଇଥିଲେ ମଧ୍ୟ ଡାକ୍ତର ମୃତ ଘୋଷଣା କରିଥିଲେ। ପୋଲିସ ଅଭିଯୁକ୍ତ ପୁଅକୁ ଗିରଫ କରିଛି ଏବଂ ମାମଲା ରୁଜୁ କରି ତଦନ୍ତ ଆରମ୍ଭ କରିଛି। (700, 70, 940, 132)
visa-cell-value: 6,591.99 (896, 1204, 934, 1213)
visa-th-date: 31 March 2023 (896, 1188, 934, 1204)
visa-cell-value: (718.90) (858, 1221, 896, 1237)
story-agni-body: ଅଗ୍ନିକାଣ୍ଡ ଘଟଣାରେ ଜଣେ ସ୍ୱାସ୍ଥ୍ୟକର୍ମୀଙ୍କ ମୃତ୍ୟୁକୁ ନେଇ ରାଜ୍ୟ ସରକାର ଦୁଃଖ ପ୍ରକାଶ କରିଛନ୍ତି। ମୃତଙ୍କ ପରିବାରକୁ ଆର୍ଥିକ ସହାୟତା ପ୍ରଦାନ କରାଯିବ ବୋଲି ସରକାର ଘୋଷଣା କରିଛନ୍ତି। ଘଟଣାର ଉଚ୍ଚସ୍ତରୀୟ ତଦନ୍ତ ପାଇଁ ନିର୍ଦ୍ଦେଶ ଦିଆଯାଇଛି। ଅଗ୍ନି ନିର୍ବାପଣ ବ୍ୟବସ୍ଥାକୁ ସୁଦୃଢ଼ କରିବାକୁ ସମସ୍ତ ହସପିଟାଲକୁ କୁହାଯାଇଛି। (472, 702, 690, 753)
story-gang-body-2: ଅନୁସନ୍ଧାନ ବେଳେ ପୋଲିସ ଜାଣିବାକୁ ପାଇଛି ଯେ, ଏହି ଗ୍ୟାଙ୍ଗ ଦୀର୍ଘ ଦିନ ଧରି ଭୁବନେଶ୍ୱର, କଟକ, ଖୋର୍ଦ୍ଧା ଓ ପୁରୀ ଜିଲ୍ଲାରେ ଚାଲୁଥିବା ପ୍ରକଳ୍ପ ସାଇଟରୁ ପାଇପ ଚୋରି କରୁଥିଲା। କେତେକ ଠିକାଦାରଙ୍କ ଅଭିଯୋଗ ଭିତ୍ତିରେ ପୋଲିସ ଚଢ଼ାଉ କରି ଅଭିଯୁକ୍ତମାନଙ୍କୁ ଧରିଛି। ଧୃତମାନଙ୍କ ମଧ୍ୟରୁ କେତେଜଣଙ୍କ ବିରୋଧରେ ପୂର୍ବରୁ ମଧ୍ୟ ଚୋରି ମାମଲା ରହିଛି। (362, 356, 522, 428)
dme-title2: EDUCATION & TRAINING, ODISHA (730, 903, 912, 915)
ad-career-book: For Bookings: (880, 417, 914, 423)
osh-cell: 20/2022 dtd. 17.12.2022 (at Sl. No. -03) & (at Sl. No. -04) (801, 777, 859, 808)
visa-cell-value: (718.90) (783, 1212, 821, 1221)
ugadhamali-rhyme-3: ତେତେ କରିବ ଚେର (89, 988, 149, 997)
visa-cell-sl: 5 (476, 1253, 495, 1269)
visa-din: DIN: 00121539 (893, 1463, 932, 1469)
visa-desig: Vice Chairman & Managing Director (839, 1455, 932, 1461)
visa-cell-value: (88.81) (711, 1221, 747, 1237)
visa-cell-value: (1.76) (747, 1287, 783, 1296)
column-rule (234, 60, 235, 1480)
visa-cell-value: 1,157.90 (896, 1270, 934, 1279)
ugadhamali-title: ଉଗଧମାଲୀ (66, 890, 188, 923)
visa-date: Date : 30 May 2024 (479, 1455, 530, 1461)
story-agni-headline: ଅଗ୍ନିପାତରେ ଜଳାଇଲା ଗୁମ୍ପ ସ୍ୱସ୍ଥ୍ୟକର୍ମୀ ରାଜ୍ୟ ସରକାର (472, 691, 675, 701)
ugadhamali-rhyme-2: ଯେତେ ଜିଣ ଗର (94, 976, 144, 985)
ugadhamali-credit: ଓଡ଼ିଆ ଲୋକମାଳା ଓ ଲୋକଗୀତ - ପ୍ରଫେସର ପଟ୍ଟନାୟକ (41, 1120, 197, 1128)
visa-cin: CIN: L51109OR1996PLC004601 (652, 1132, 757, 1139)
visa-cell-value: 16,602.80 (896, 1237, 934, 1253)
